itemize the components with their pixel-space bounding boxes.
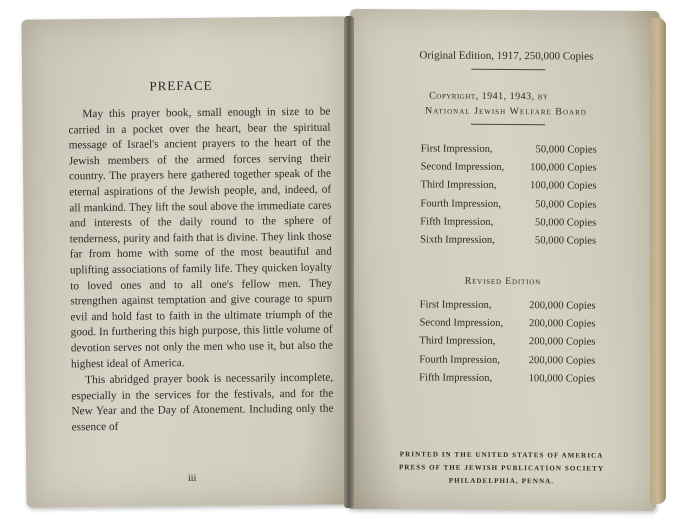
impression-copies: 50,000 Copies bbox=[534, 235, 597, 247]
impression-copies: 50,000 Copies bbox=[535, 144, 597, 156]
impression-row bbox=[421, 140, 597, 159]
impression-row bbox=[419, 315, 595, 334]
printer-imprint bbox=[346, 448, 656, 489]
impression-row bbox=[420, 296, 596, 315]
preface-title: PREFACE bbox=[149, 77, 213, 94]
impression-row bbox=[420, 231, 596, 250]
impression-label: Fifth Impression, bbox=[420, 216, 494, 228]
imprint-line: PHILADELPHIA, PENNA. bbox=[448, 476, 555, 486]
divider-rule bbox=[471, 69, 545, 71]
impression-copies: 50,000 Copies bbox=[535, 198, 597, 211]
impression-copies: 200,000 Copies bbox=[528, 336, 596, 349]
impression-copies: 200,000 Copies bbox=[529, 318, 596, 330]
imprint-line: PRESS OF THE JEWISH PUBLICATION SOCIETY bbox=[398, 463, 605, 473]
impression-row bbox=[421, 159, 597, 178]
imprint-line: PRINTED IN THE UNITED STATES OF AMERICA bbox=[399, 450, 604, 460]
impression-label: Fifth Impression, bbox=[419, 372, 493, 384]
impression-label: Second Impression, bbox=[420, 161, 505, 174]
preface-body bbox=[68, 105, 333, 436]
open-book bbox=[18, 10, 668, 515]
impression-copies: 100,000 Copies bbox=[528, 372, 596, 385]
impression-label: First Impression, bbox=[419, 299, 492, 311]
impression-copies: 200,000 Copies bbox=[529, 300, 596, 312]
impression-label: Fourth Impression, bbox=[419, 353, 500, 366]
impression-copies: 100,000 Copies bbox=[530, 162, 597, 174]
revised-impressions-list bbox=[419, 296, 596, 388]
copyright-page bbox=[346, 9, 659, 511]
original-impressions-list bbox=[420, 140, 597, 250]
publisher-line: National Jewish Welfare Board bbox=[425, 105, 587, 118]
impression-copies: 100,000 Copies bbox=[529, 180, 597, 193]
impression-label: Fourth Impression, bbox=[420, 197, 502, 210]
impression-row bbox=[420, 213, 596, 232]
revised-edition-heading: Revised Edition bbox=[464, 275, 542, 288]
impression-label: Second Impression, bbox=[419, 317, 504, 330]
original-edition-line: Original Edition, 1917, 250,000 Copies bbox=[419, 49, 594, 63]
impression-copies: 50,000 Copies bbox=[535, 216, 597, 229]
preface-paragraph: May this prayer book, small enough in size to be carried in a pocket over the heart, bear the spiritual message of Israel's ancient prayers to the heart of the Jewish members of the armed forces serving their country. The prayers here gathered together speak of the eternal aspirations of the Jewish people, and, indeed, of all mankind. They lift the soul above the immediate cares and interests of the daily round to the sphere of tenderness, purity and faith that is divine. They link those far from home with some of the most beautiful and uplifting associations of family life. They quicken loyalty to loved ones and to all one's fellow men. They strengthen against temptation and give courage to spurn evil and hold fast to faith in the ultimate triumph of the good. In furthering this high purpose, this little volume of devotion serves not only the men who use it, but also the highest ideal of America. bbox=[68, 105, 333, 370]
impression-label: Sixth Impression, bbox=[420, 234, 495, 246]
page-number: iii bbox=[187, 472, 197, 485]
impression-label: Third Impression, bbox=[420, 179, 497, 192]
impression-row bbox=[419, 333, 595, 352]
impression-row bbox=[420, 177, 596, 196]
impression-row bbox=[419, 351, 595, 370]
copyright-line: Copyright, 1941, 1943, by bbox=[429, 90, 549, 103]
impression-copies: 200,000 Copies bbox=[528, 354, 596, 367]
impression-label: First Impression, bbox=[420, 143, 493, 155]
divider-rule bbox=[471, 124, 545, 126]
impression-row bbox=[420, 195, 596, 214]
preface-paragraph: This abridged prayer book is necessarily incomplete, especially in the services for the festivals, and for the New Year and the Day of Atonement. Including only the essence of bbox=[71, 371, 334, 434]
impression-label: Third Impression, bbox=[419, 335, 496, 348]
impression-row bbox=[419, 369, 595, 388]
